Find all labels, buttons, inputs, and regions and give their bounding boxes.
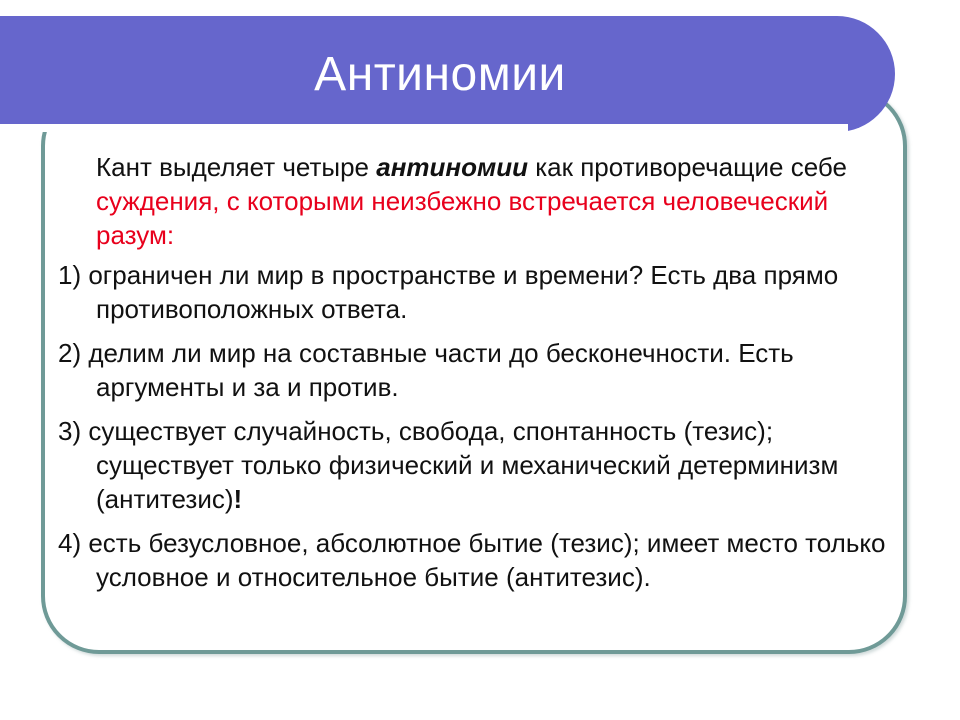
list-item bbox=[58, 526, 898, 594]
intro-red-text: суждения, с которыми неизбежно встречается человеческий разум: bbox=[96, 186, 829, 250]
list-item-text: 3) существует случайность, свобода, спонтанность (тезис); существует только физический и механический детерминизм (антитезис) bbox=[58, 416, 839, 514]
intro-emphasis: антиномии bbox=[376, 152, 528, 182]
slide-title: Антиномии bbox=[314, 47, 566, 101]
list-item bbox=[58, 336, 898, 404]
slide-body bbox=[58, 150, 898, 604]
list-item-text: 4) есть безусловное, абсолютное бытие (тезис); имеет место только условное и относительное бытие (антитезис). bbox=[58, 528, 886, 592]
list-item-text: 2) делим ли мир на составные части до бесконечности. Есть аргументы и за и против. bbox=[58, 338, 794, 402]
list-item-text: 1) ограничен ли мир в пространстве и времени? Есть два прямо противоположных ответа. bbox=[58, 260, 839, 324]
list-item bbox=[58, 258, 898, 326]
list-item-suffix: ! bbox=[233, 484, 243, 514]
intro-text-2: как противоречащие себе bbox=[527, 152, 847, 182]
intro-paragraph bbox=[58, 150, 898, 252]
intro-text-1: Кант выделяет четыре bbox=[96, 152, 377, 182]
list-item bbox=[58, 414, 898, 516]
